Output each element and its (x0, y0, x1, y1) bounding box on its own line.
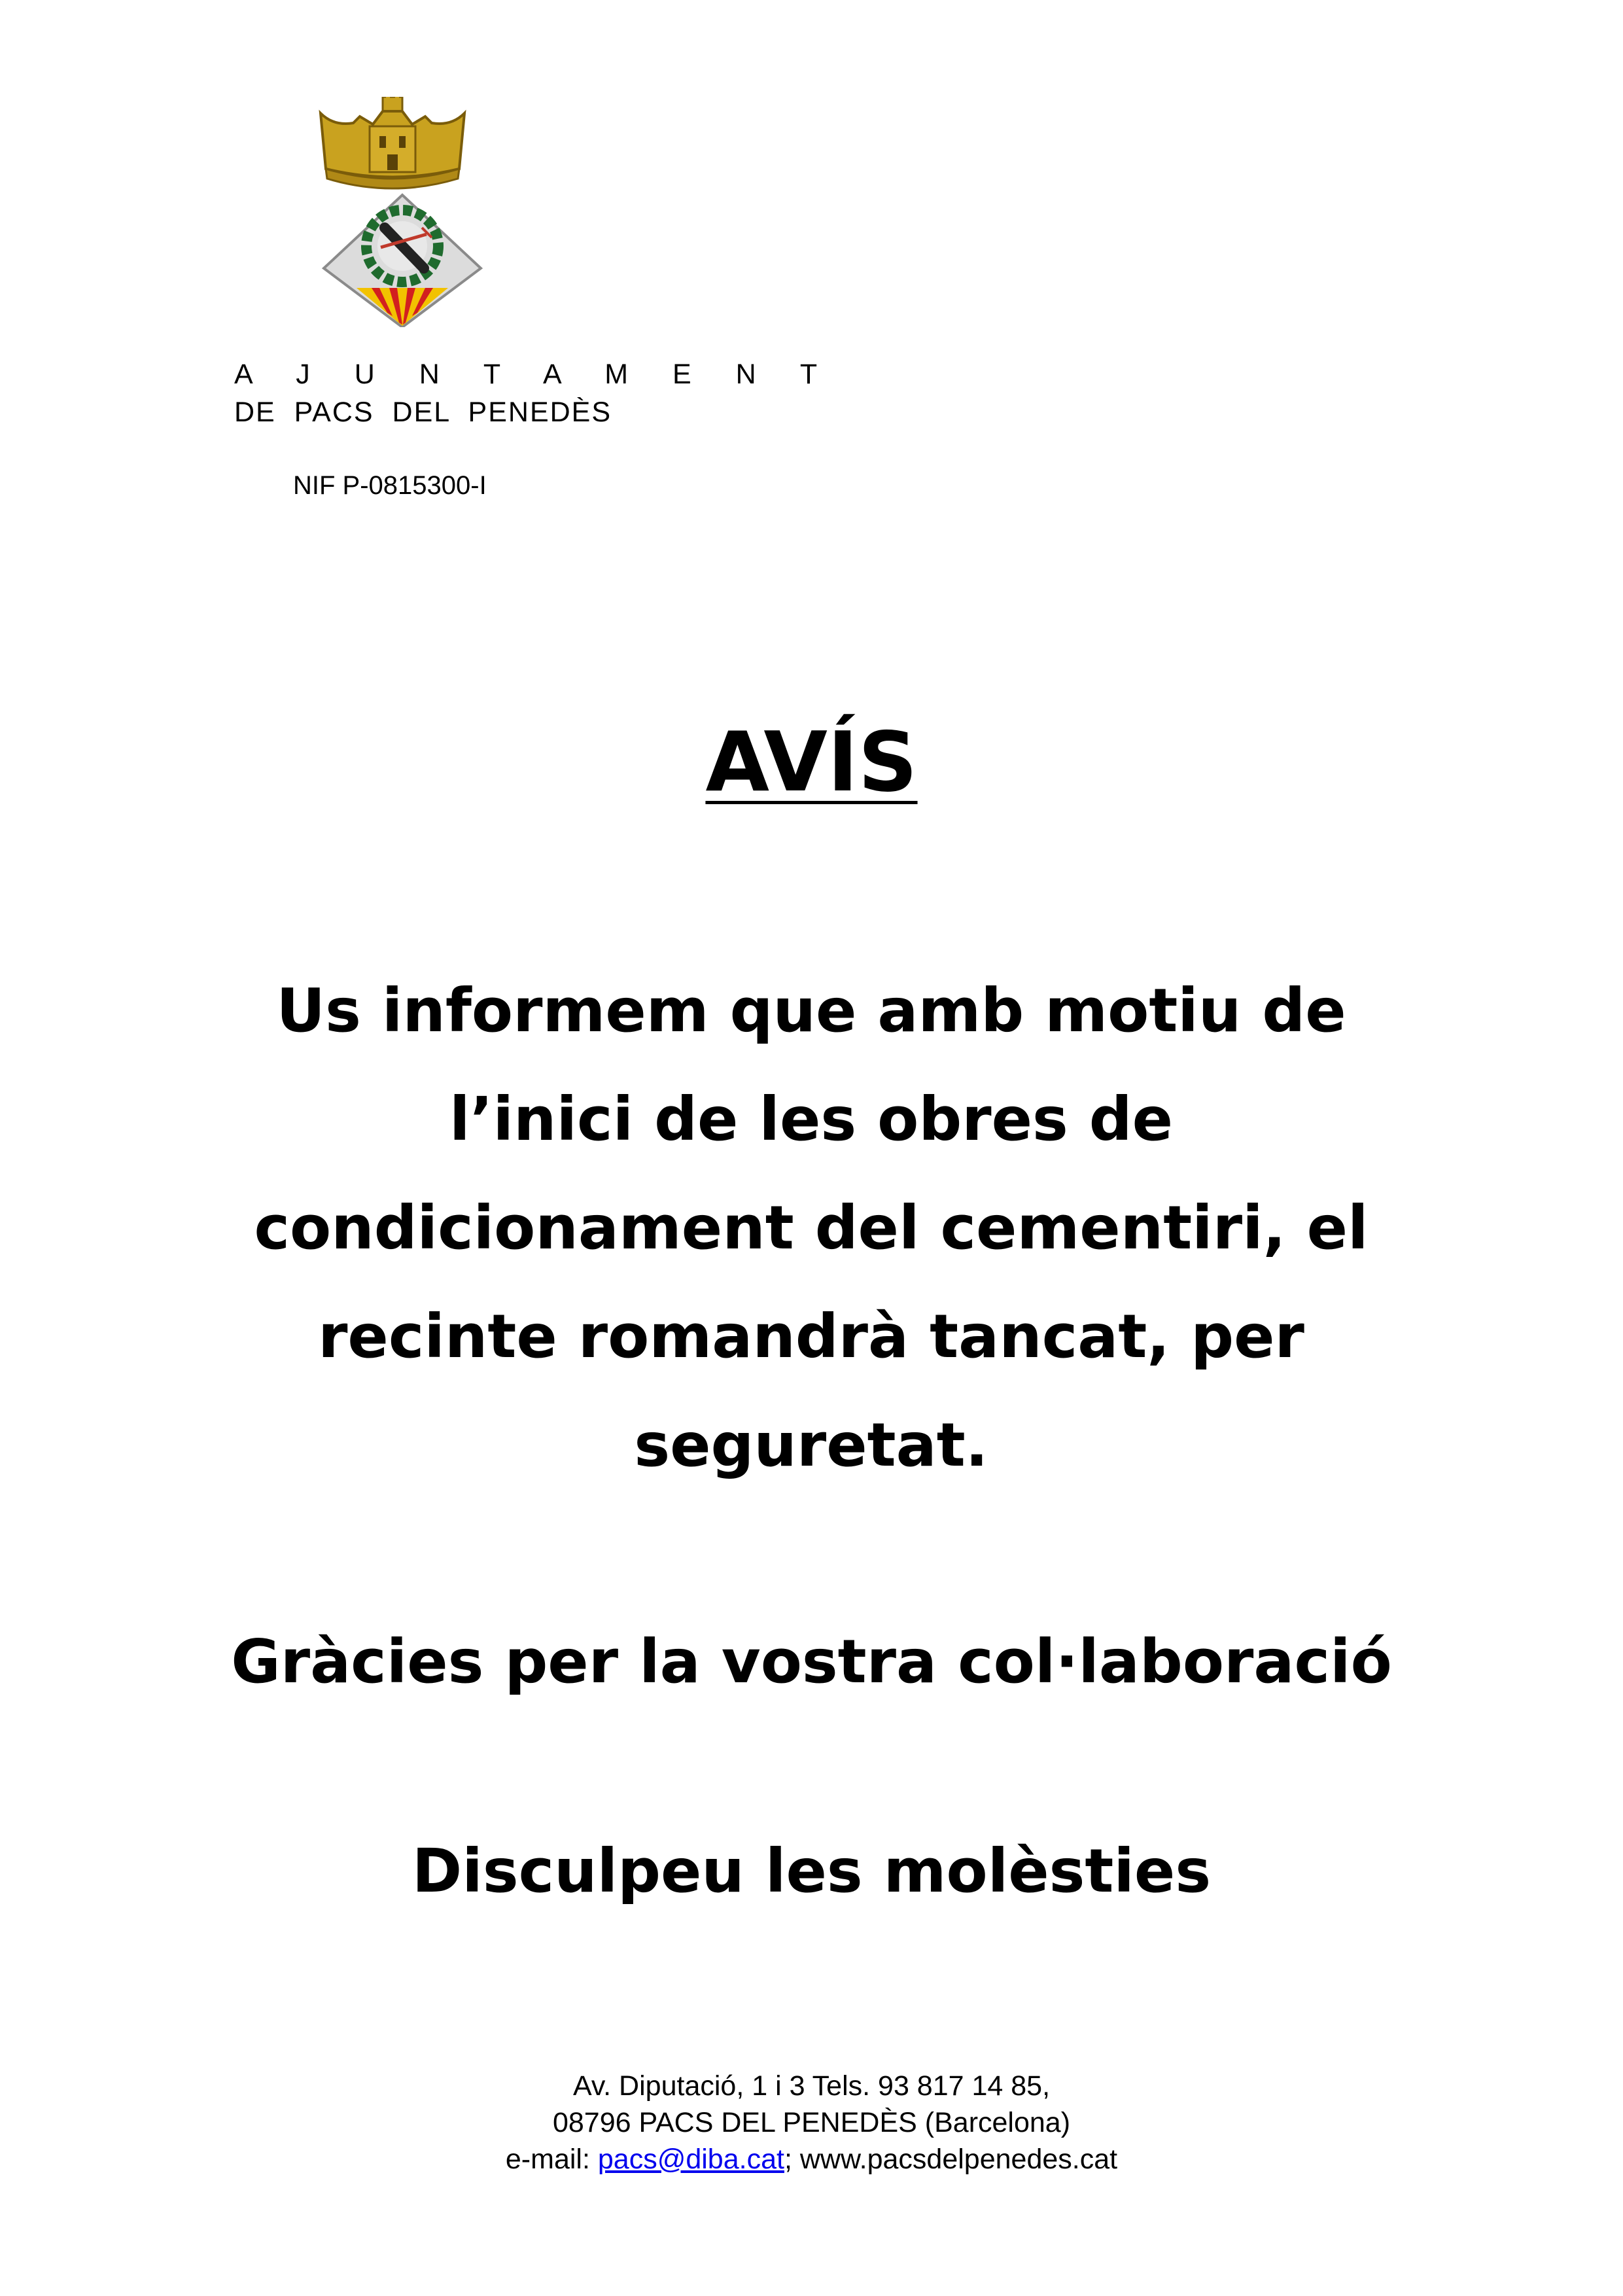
crown-icon (321, 97, 464, 188)
notice-apology: Disculpeu les molèsties (411, 1836, 1212, 1906)
tax-id: NIF P-0815300-I (293, 471, 487, 500)
notice-title-text: AVÍS (705, 714, 918, 810)
notice-title (0, 713, 1623, 811)
footer-address: Av. Diputació, 1 i 3 Tels. 93 817 14 85, (572, 2070, 1051, 2102)
footer-city: 08796 PACS DEL PENEDÈS (Barcelona) (552, 2107, 1071, 2138)
footer (0, 2068, 1623, 2178)
org-name-line2: DE PACS DEL PENEDÈS (234, 397, 612, 428)
contact-separator: ; (784, 2144, 800, 2175)
email-label: e-mail: (505, 2144, 598, 2175)
shield-icon (324, 195, 481, 327)
notice-thanks: Gràcies per la vostra col·laboració (231, 1627, 1392, 1697)
website-text: www.pacsdelpenedes.cat (799, 2144, 1118, 2175)
footer-contact (0, 2141, 1623, 2178)
email-link[interactable]: pacs@diba.cat (597, 2144, 784, 2175)
coat-of-arms-icon (307, 97, 497, 327)
notice-message: Us informem que amb motiu de l’inici de les obres de condicionament del cementiri, el recinte romandrà tancat, per seguretat. (254, 976, 1369, 1480)
org-name-line1: A J U N T A M E N T (234, 359, 836, 390)
